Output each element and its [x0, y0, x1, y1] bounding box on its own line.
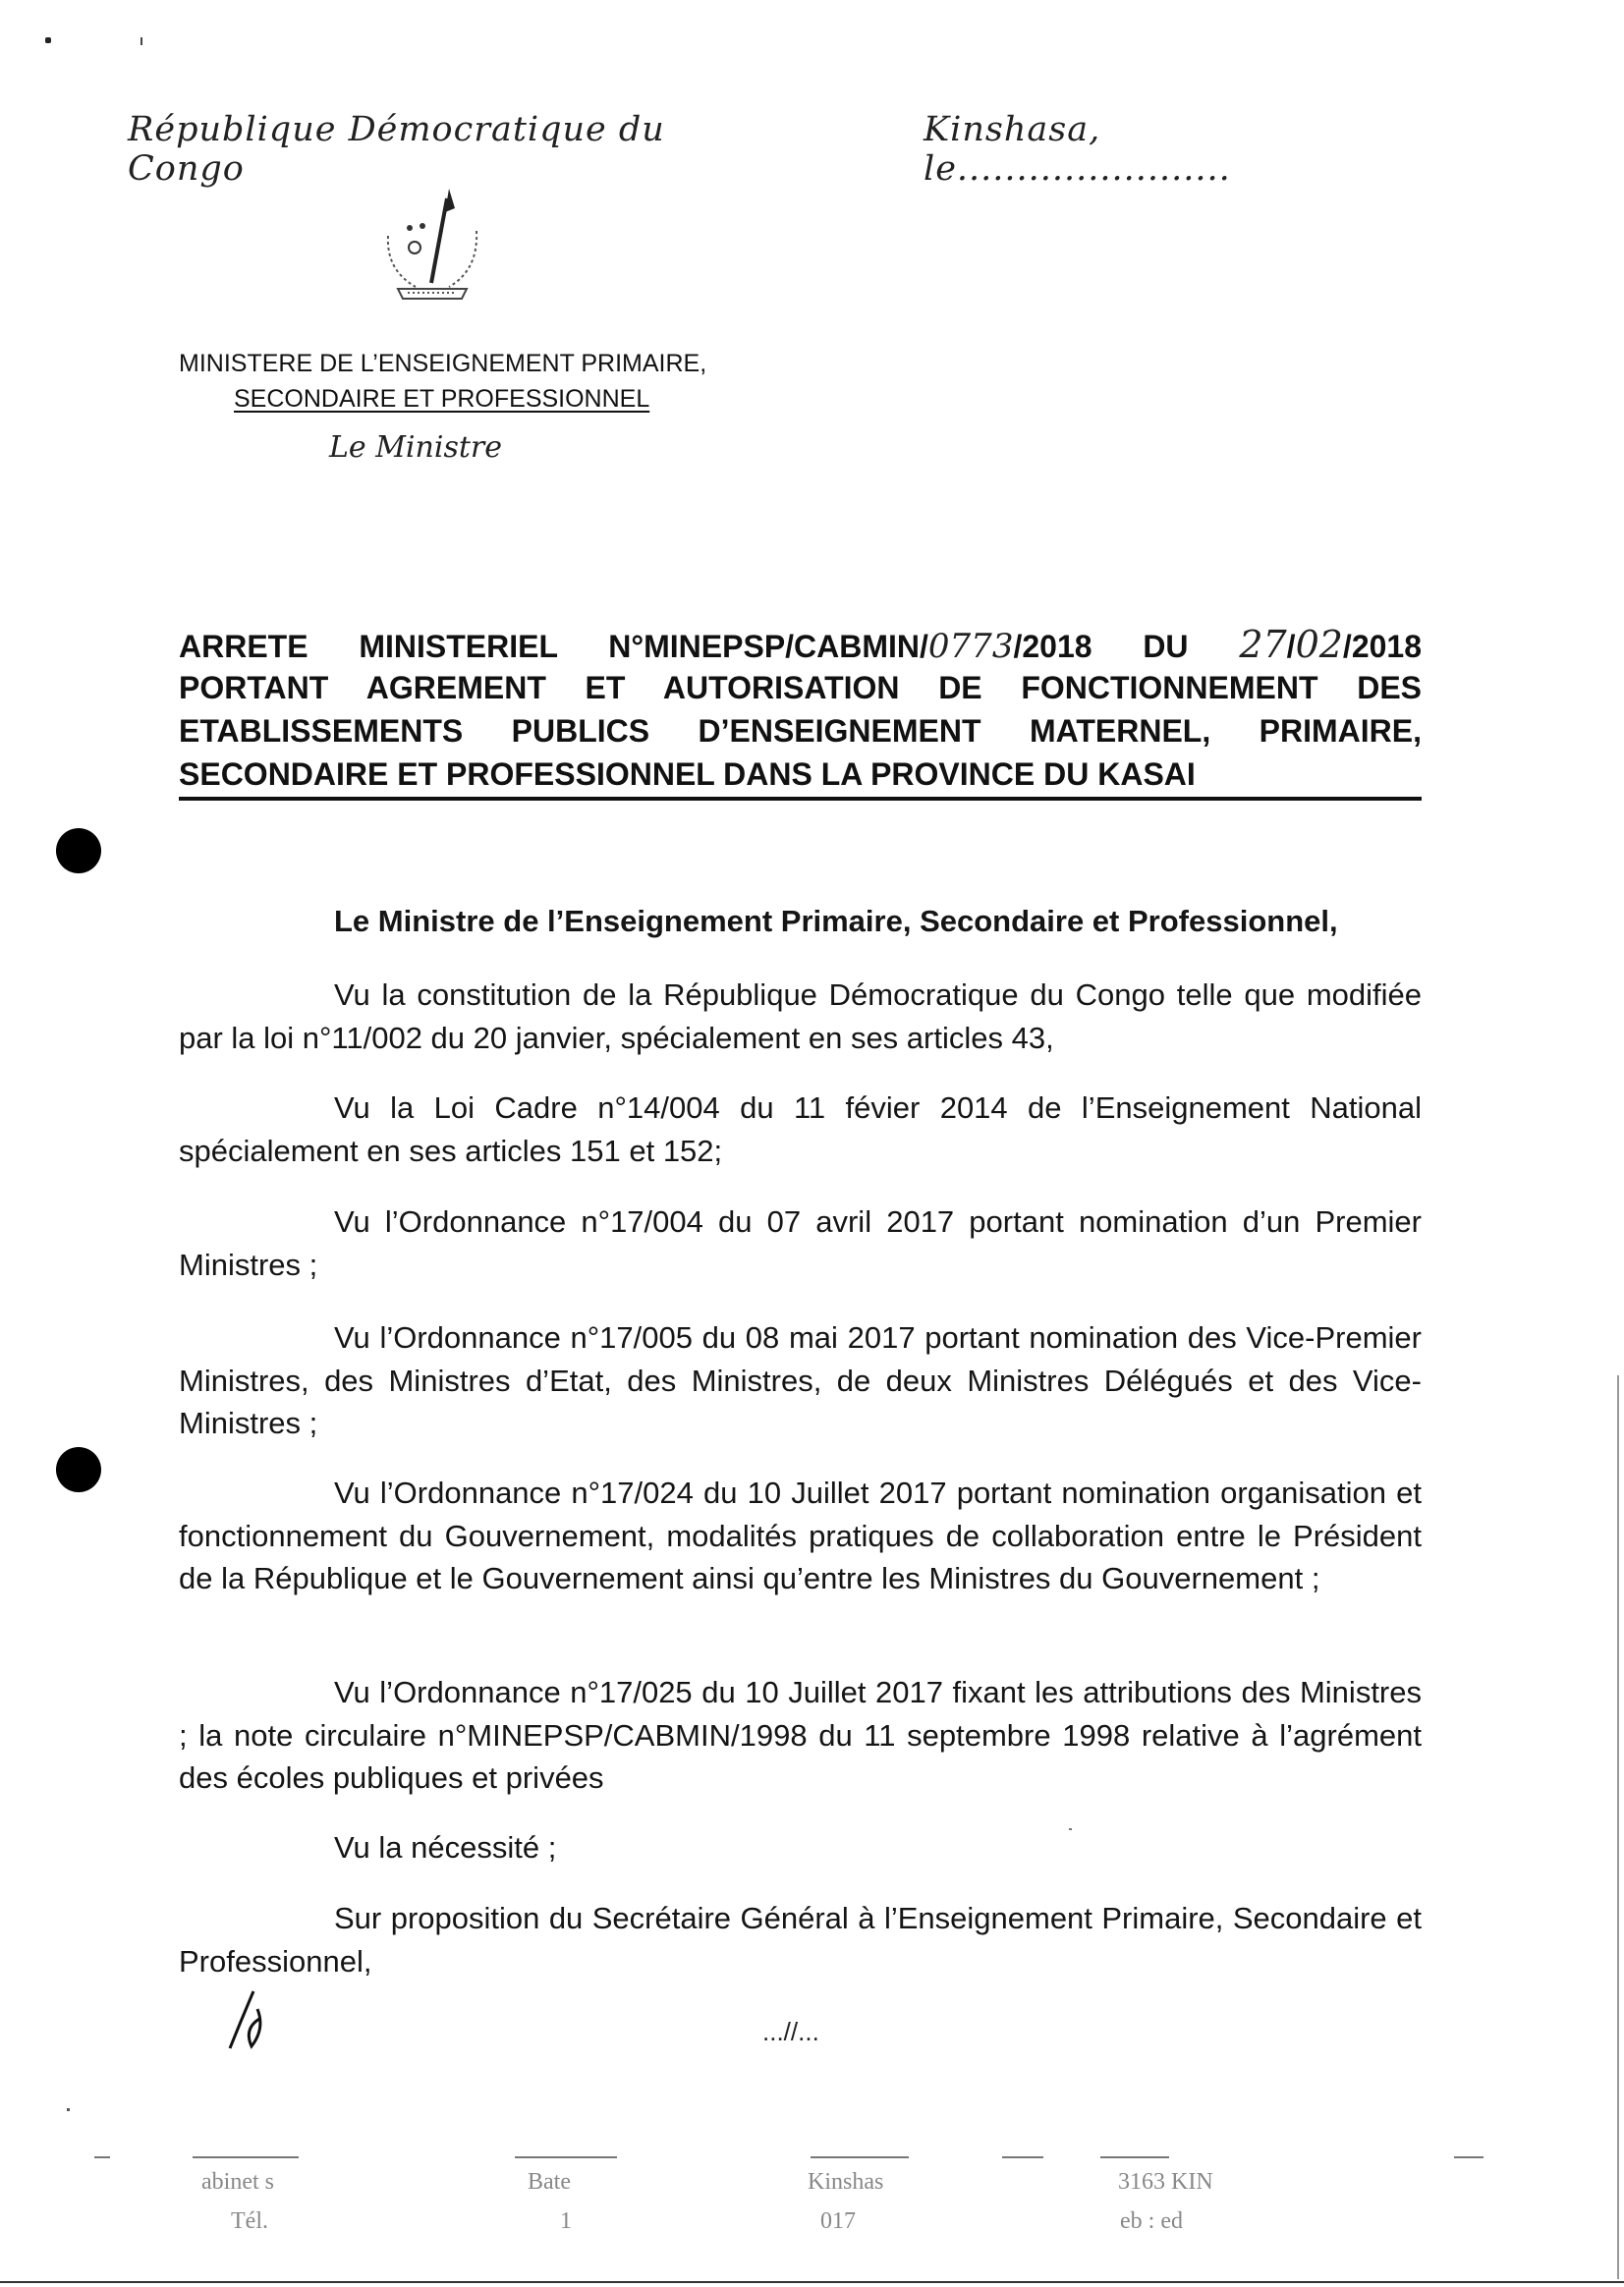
- ministry-name-line1: MINISTERE DE L’ENSEIGNEMENT PRIMAIRE,: [179, 350, 707, 377]
- scan-speck: [67, 2108, 70, 2111]
- decree-day-sep: /: [1286, 629, 1296, 664]
- header-place-date: Kinshasa, le.......................: [924, 110, 1231, 189]
- scan-speck: [1069, 1828, 1072, 1830]
- footer-rule: [94, 2156, 110, 2158]
- recital-proposition: Sur proposition du Secrétaire Général à l’Enseignement Primaire, Secondaire et Professionnel,: [179, 1901, 1422, 1979]
- footer-cell: 3163 KIN: [1118, 2169, 1213, 2195]
- recital-ordonnance-17-005: Vu l’Ordonnance n°17/005 du 08 mai 2017 portant nomination des Vice-Premier Ministres, des Ministres d’Etat, des Ministres, de deux Ministres Délégués et des Vice-Ministres ;: [179, 1320, 1422, 1440]
- body-heading: Le Ministre de l’Enseignement Primaire, Secondaire et Professionnel,: [334, 904, 1338, 938]
- footer-rule: [1100, 2156, 1169, 2158]
- recital-ordonnance-17-004: Vu l’Ordonnance n°17/004 du 07 avril 2017 portant nomination d’un Premier Ministres ;: [179, 1204, 1422, 1282]
- punch-hole-bottom: [56, 1447, 101, 1492]
- scan-edge-line: [0, 2281, 1624, 2283]
- footer-rule: [515, 2156, 617, 2158]
- decree-title-line3: ETABLISSEMENTS PUBLICS D’ENSEIGNEMENT MATERNEL, PRIMAIRE,: [179, 713, 1422, 749]
- footer-cell: 017: [820, 2208, 856, 2234]
- scan-speck: [45, 37, 51, 43]
- title-underline-rule: [179, 797, 1422, 801]
- decree-title-line2: PORTANT AGREMENT ET AUTORISATION DE FONCTIONNEMENT DES: [179, 670, 1422, 705]
- footer-rule: [1454, 2156, 1484, 2158]
- footer-rule: [1002, 2156, 1043, 2158]
- continuation-marker: ...//...: [762, 2017, 819, 2046]
- scan-speck: [140, 37, 142, 45]
- decree-day-handwritten: 27: [1239, 623, 1287, 666]
- ministry-name-line2: SECONDAIRE ET PROFESSIONNEL: [234, 385, 650, 413]
- decree-prefix: ARRETE MINISTERIEL N°MINEPSP/CABMIN/: [179, 629, 928, 664]
- footer-cell: Tél.: [231, 2208, 268, 2234]
- recital-ordonnance-17-024: Vu l’Ordonnance n°17/024 du 10 Juillet 2017 portant nomination organisation et fonctionnement du Gouvernement, modalités pratiques de collaboration entre le Président de la République et le Gouvernement ainsi qu’entre les Ministres du Gouvernement ;: [179, 1476, 1422, 1595]
- decree-mid: /2018 DU: [1013, 629, 1240, 664]
- recital-constitution: Vu la constitution de la République Démocratique du Congo telle que modifiée par la loi n°11/002 du 20 janvier, spécialement en ses articles 43,: [179, 977, 1422, 1055]
- punch-hole-top: [56, 828, 101, 873]
- decree-title-line1: [179, 623, 1422, 668]
- decree-month-handwritten: 02: [1295, 623, 1343, 666]
- recital-necessite: Vu la nécessité ;: [334, 1830, 557, 1865]
- footer-cell: Bate: [528, 2169, 571, 2195]
- footer-rule: [811, 2156, 909, 2158]
- decree-number-handwritten: 0773: [927, 627, 1014, 666]
- footer-cell: abinet s: [201, 2169, 274, 2195]
- decree-year: /2018: [1342, 629, 1422, 664]
- scan-edge-line: [1617, 1375, 1619, 2279]
- footer-cell: Kinshas: [808, 2169, 884, 2195]
- decree-title-line4: SECONDAIRE ET PROFESSIONNEL DANS LA PROVINCE DU KASAI: [179, 756, 1196, 792]
- footer-cell: 1: [560, 2208, 572, 2234]
- coat-of-arms-emblem: [368, 187, 496, 305]
- footer-cell: eb : ed: [1120, 2208, 1183, 2234]
- handwritten-initial: [224, 1989, 273, 2050]
- recital-loi-cadre: Vu la Loi Cadre n°14/004 du 11 févier 2014 de l’Enseignement National spécialement en ses articles 151 et 152;: [179, 1090, 1422, 1168]
- footer-rule: [193, 2156, 299, 2158]
- minister-script-title: Le Ministre: [329, 430, 502, 465]
- header-country: République Démocratique du Congo: [128, 110, 665, 189]
- recital-ordonnance-17-025: Vu l’Ordonnance n°17/025 du 10 Juillet 2017 fixant les attributions des Ministres ; la note circulaire n°MINEPSP/CABMIN/1998 du 11 septembre 1998 relative à l’agrément des écoles publiques et privées: [179, 1675, 1422, 1795]
